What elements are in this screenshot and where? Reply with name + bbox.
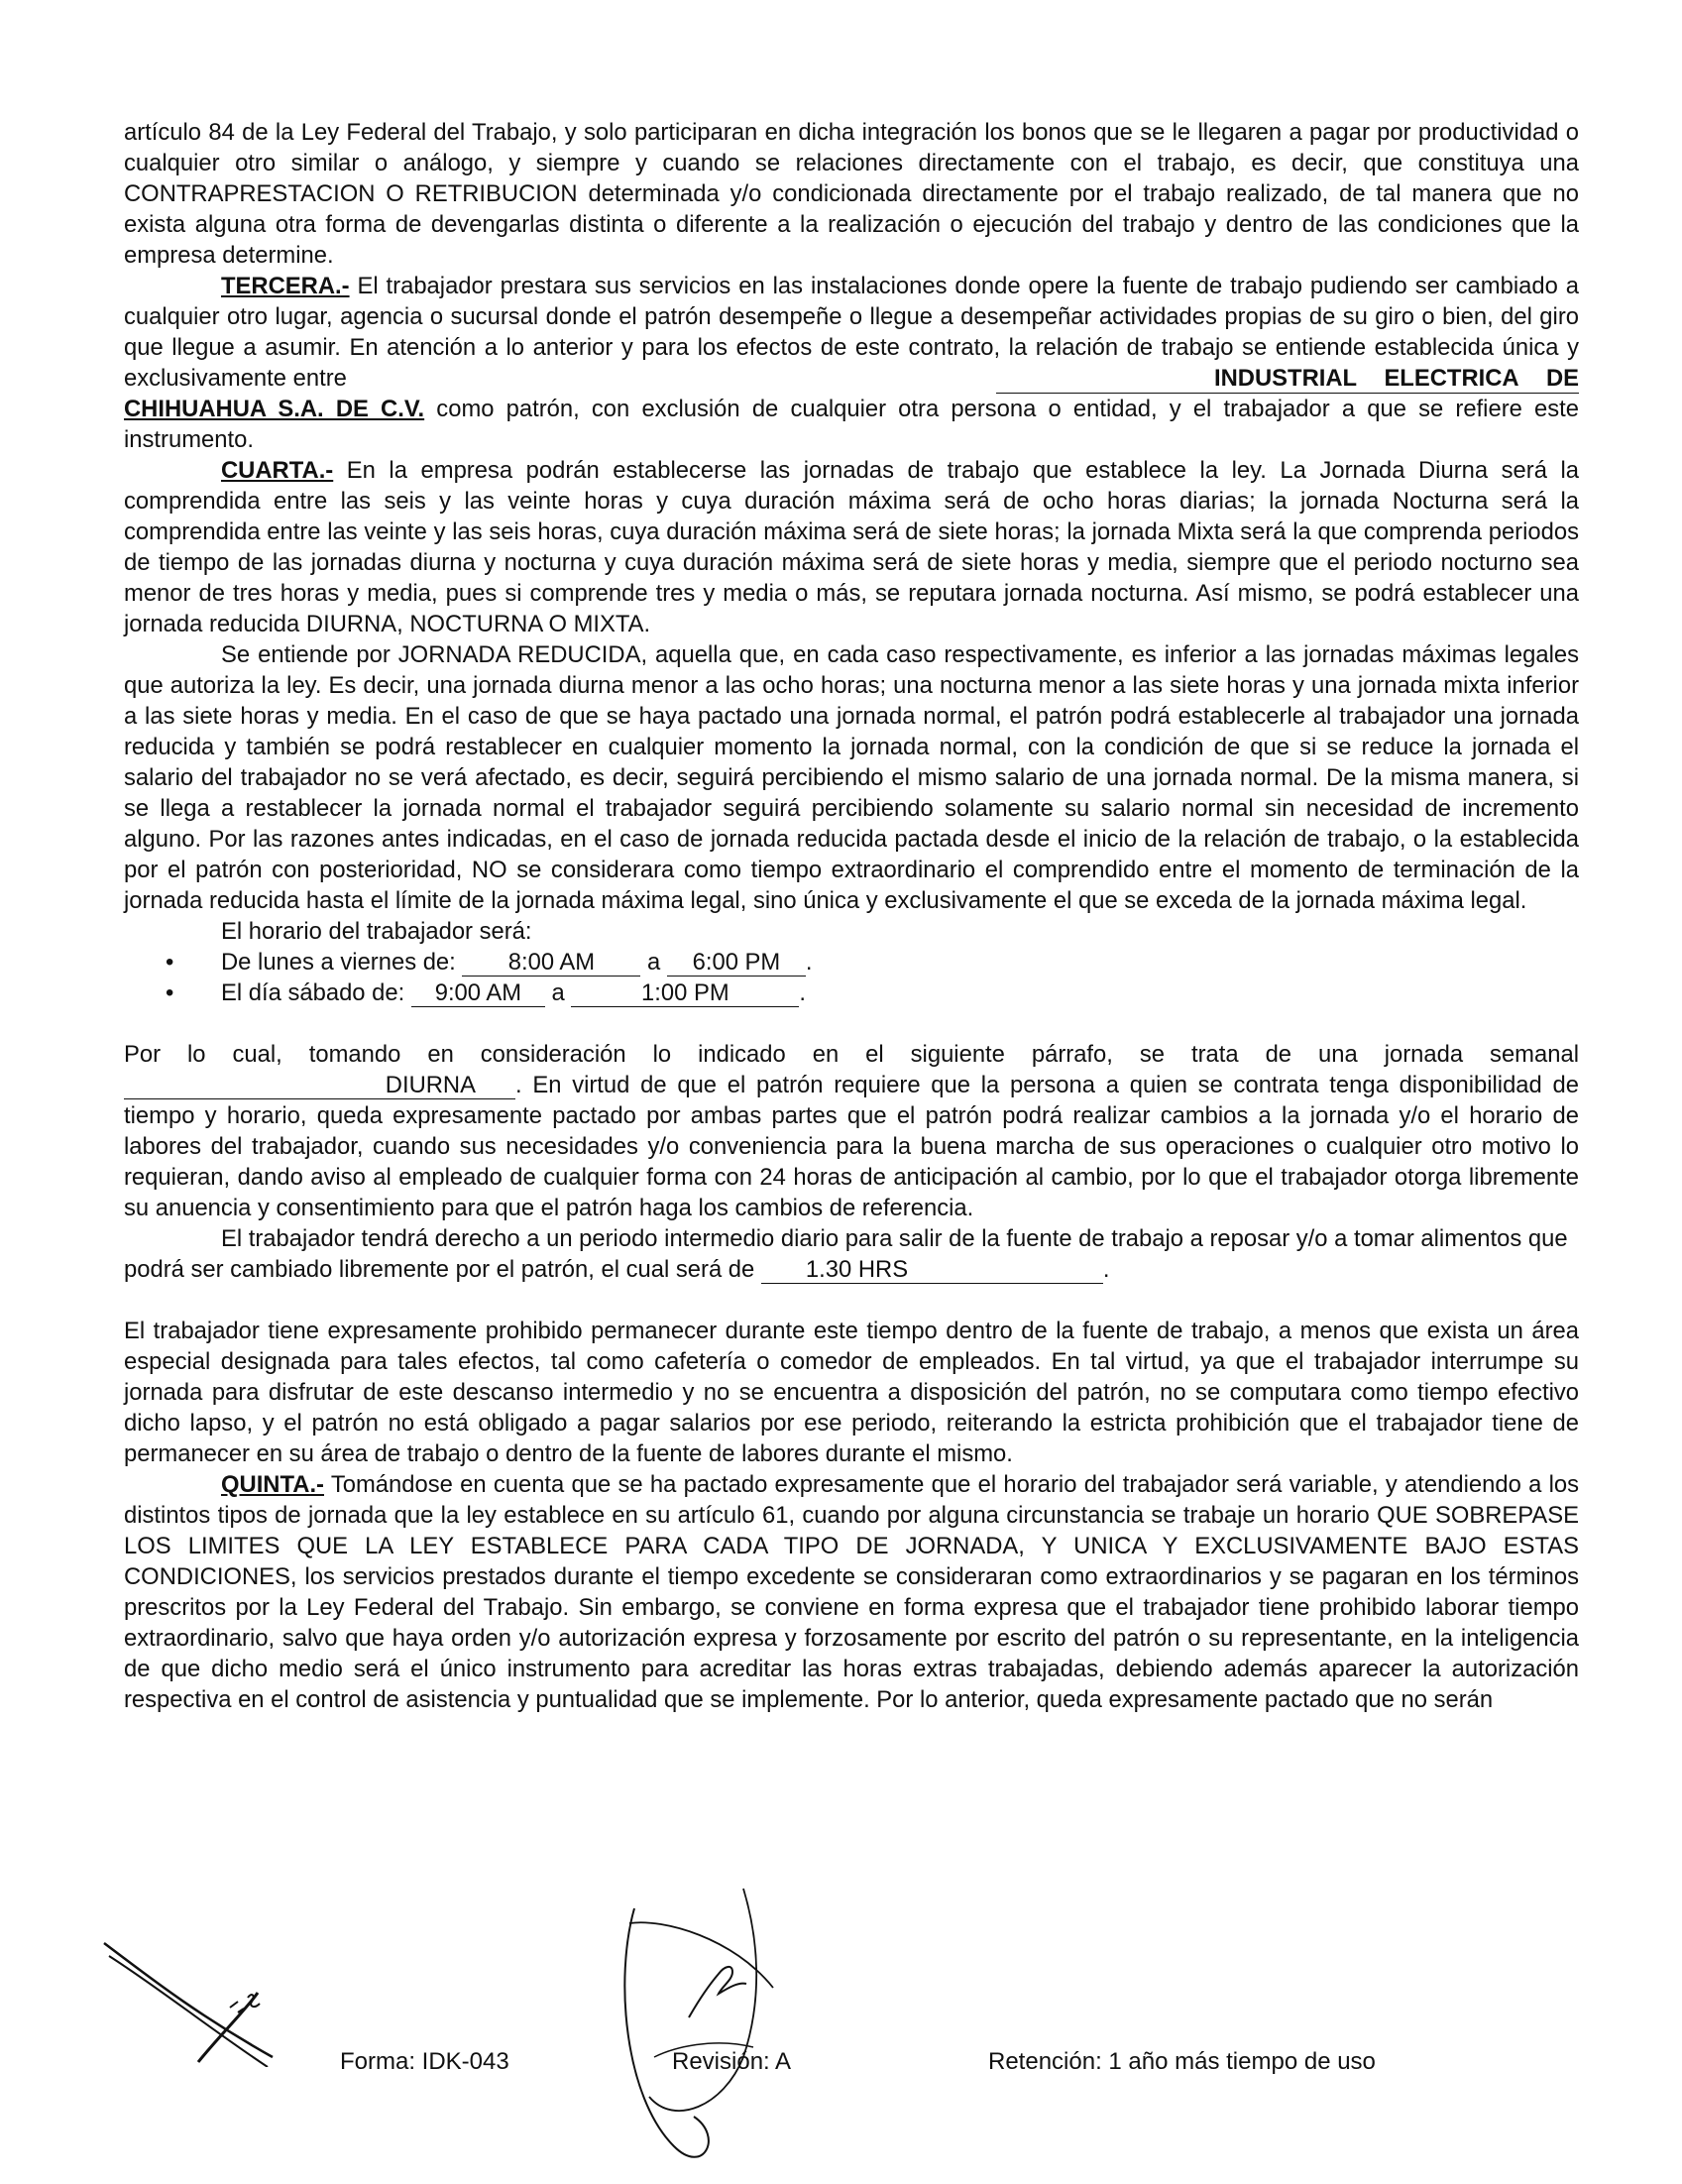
employer-name-line — [996, 363, 1579, 394]
horario-weekday — [124, 947, 1579, 977]
paragraph-descanso — [124, 1223, 1579, 1285]
saturday-period: . — [799, 979, 806, 1006]
weekday-period: . — [805, 949, 813, 976]
jornada-semanal-text-1: Por lo cual, tomando en consideración lo indicado en el siguiente párrafo, se trata de una jornada semanal — [124, 1041, 1579, 1068]
descanso-value: 1.30 HRS — [761, 1257, 1103, 1284]
clause-cuarta-text: En la empresa podrán establecerse las jornadas de trabajo que establece la ley. La Jornada Diurna será la comprendida entre las seis y las veinte horas y cuya duración máxima será de ocho horas diarias; la jornada Nocturna será la comprendida entre las veinte y las seis horas, cuya duración máxima será de siete horas; la jornada Mixta será la que comprenda periodos de tiempo de las jornadas diurna y nocturna y cuya duración máxima será de siete horas y media, siempre que el periodo nocturno sea menor de tres horas y media, pues si comprende tres y media o más, se reputara jornada nocturna. Así mismo, se podrá establecer una jornada reducida DIURNA, NOCTURNA O MIXTA. — [124, 457, 1579, 637]
employer-name-part1: INDUSTRIAL — [1214, 365, 1358, 392]
bullet-icon: • — [166, 979, 174, 1006]
clause-tercera-heading: TERCERA.- — [221, 273, 350, 299]
clause-cuarta-heading: CUARTA.- — [221, 457, 334, 484]
horario-list — [124, 947, 1579, 1008]
signature-left-icon — [99, 1918, 337, 2067]
weekday-sep: a — [647, 949, 661, 976]
employer-name-part4: CHIHUAHUA S.A. DE C.V. — [124, 396, 425, 422]
clause-cuarta — [124, 455, 1579, 639]
employer-name-part2: ELECTRICA — [1384, 365, 1519, 392]
footer-revision: Revisión: A — [672, 2048, 792, 2075]
horario-intro: El horario del trabajador será: — [221, 918, 532, 945]
paragraph-jornada-semanal — [124, 1039, 1579, 1223]
paragraph-article-84: artículo 84 de la Ley Federal del Trabajo, y solo participaran en dicha integración los bonos que se le llegaren a pagar por productividad o cualquier otro similar o análogo, y siempre y cuando se relaciones directamente con el trabajo, es decir, que constituya una CONTRAPRESTACION O RETRIBUCION determinada y/o condicionada directamente por el trabajo realizado, de tal manera que no exista alguna otra forma de devengarlas distinta o diferente a la realización o ejecución del trabajo y dentro de las condiciones que la empresa determine. — [124, 119, 1579, 269]
horario-saturday — [124, 977, 1579, 1008]
saturday-label: El día sábado de: — [221, 979, 405, 1006]
descanso-period: . — [1102, 1256, 1110, 1283]
paragraph-prohibicion: El trabajador tiene expresamente prohibido permanecer durante este tiempo dentro de la fuente de trabajo, a menos que exista un área especial designada para tales efectos, tal como cafetería o comedor de empleados. En tal virtud, ya que el trabajador interrumpe su jornada para disfrutar de este descanso intermedio y no se encuentra a disposición del patrón, no se computara como tiempo efectivo dicho lapso, y el patrón no está obligado a pagar salarios por ese periodo, reiterando la estricta prohibición que el trabajador tiene de permanecer en su área de trabajo o dentro de la fuente de labores durante el mismo. — [124, 1318, 1579, 1467]
clause-tercera-text-2: como patrón, con exclusión de cualquier otra persona o entidad, y el trabajador a que se refiere este instrumento. — [124, 396, 1579, 453]
weekday-label: De lunes a viernes de: — [221, 949, 456, 976]
saturday-end: 1:00 PM — [571, 980, 799, 1007]
clause-quinta-text: Tomándose en cuenta que se ha pactado expresamente que el horario del trabajador será variable, y atendiendo a los distintos tipos de jornada que la ley establece en su artículo 61, cuando por alguna circunstancia se trabaje un horario QUE SOBREPASE LOS LIMITES QUE LA LEY ESTABLECE PARA CADA TIPO DE JORNADA, Y UNICA Y EXCLUSIVAMENTE BAJO ESTAS CONDICIONES, los servicios prestados durante el tiempo excedente se consideraran como extraordinarios y se pagaran en los términos prescritos por la Ley Federal del Trabajo. Sin embargo, se conviene en forma expresa que el trabajador tiene prohibido laborar tiempo extraordinario, salvo que haya orden y/o autorización expresa y forzosamente por escrito del patrón o su representante, en la inteligencia de que dicho medio será el único instrumento para acreditar las horas extras trabajadas, debiendo además aparecer la autorización respectiva en el control de asistencia y puntualidad que se implemente. Por lo anterior, queda expresamente pactado que no serán — [124, 1471, 1579, 1713]
saturday-sep: a — [551, 979, 565, 1006]
clause-tercera-continued — [124, 394, 1579, 455]
signature-center-icon — [595, 1879, 793, 2181]
clause-tercera-text: El trabajador prestara sus servicios en las instalaciones donde opere la fuente de trabajo pudiendo ser cambiado a cualquier otro lugar, agencia o sucursal donde el patrón desempeñe o llegue a desempeñar actividades propias de su giro o bien, del giro que llegue a asumir. En atención a lo anterior y para los efectos de este contrato, la relación de trabajo se entiende establecida única y exclusivamente entre — [124, 273, 1579, 392]
clause-quinta-heading: QUINTA.- — [221, 1471, 324, 1498]
jornada-semanal-value: DIURNA — [124, 1073, 515, 1099]
employer-name-part3: DE — [1545, 365, 1579, 392]
descanso-text: El trabajador tendrá derecho a un periodo intermedio diario para salir de la fuente de trabajo a reposar y/o a tomar alimentos que podrá ser cambiado libremente por el patrón, el cual será de — [124, 1225, 1568, 1283]
paragraph-jornada-reducida: Se entiende por JORNADA REDUCIDA, aquella que, en cada caso respectivamente, es inferior a las jornadas máximas legales que autoriza la ley. Es decir, una jornada diurna menor a las ocho horas; una nocturna menor a las siete horas y una jornada mixta inferior a las siete horas y media. En el caso de que se haya pactado una jornada normal, el patrón podrá establecerle al trabajador una jornada reducida y también se podrá restablecer en cualquier momento la jornada normal, con la condición de que si se reduce la jornada el salario del trabajador no se verá afectado, es decir, seguirá percibiendo el mismo salario de una jornada normal. De la misma manera, si se llega a restablecer la jornada normal el trabajador seguirá percibiendo solamente su salario normal sin necesidad de incremento alguno. Por las razones antes indicadas, en el caso de jornada reducida pactada desde el inicio de la relación de trabajo, o la establecida por el patrón con posterioridad, NO se considerara como tiempo extraordinario el comprendido entre el momento de terminación de la jornada reducida hasta el límite de la jornada máxima legal, sino única y exclusivamente el que se exceda de la jornada máxima legal. — [124, 641, 1579, 914]
bullet-icon: • — [166, 949, 174, 976]
clause-quinta — [124, 1469, 1579, 1715]
footer-retencion: Retención: 1 año más tiempo de uso — [988, 2048, 1376, 2075]
jornada-semanal-text-2: . En virtud de que el patrón requiere que la persona a quien se contrata tenga disponibilidad de tiempo y horario, queda expresamente pactado por ambas partes que el patrón podrá realizar cambios a la jornada y/o el horario de labores del trabajador, cuando sus necesidades y/o conveniencia para la buena marcha de sus operaciones o cualquier otro motivo lo requieran, dando aviso al empleado de cualquier forma con 24 horas de anticipación al cambio, por lo que el trabajador otorga libremente su anuencia y consentimiento para que el patrón haga los cambios de referencia. — [124, 1072, 1579, 1221]
weekday-start: 8:00 AM — [462, 950, 640, 977]
weekday-end: 6:00 PM — [667, 950, 806, 977]
contract-body — [124, 117, 1579, 1715]
footer-forma: Forma: IDK-043 — [340, 2048, 509, 2075]
saturday-start: 9:00 AM — [411, 980, 545, 1007]
